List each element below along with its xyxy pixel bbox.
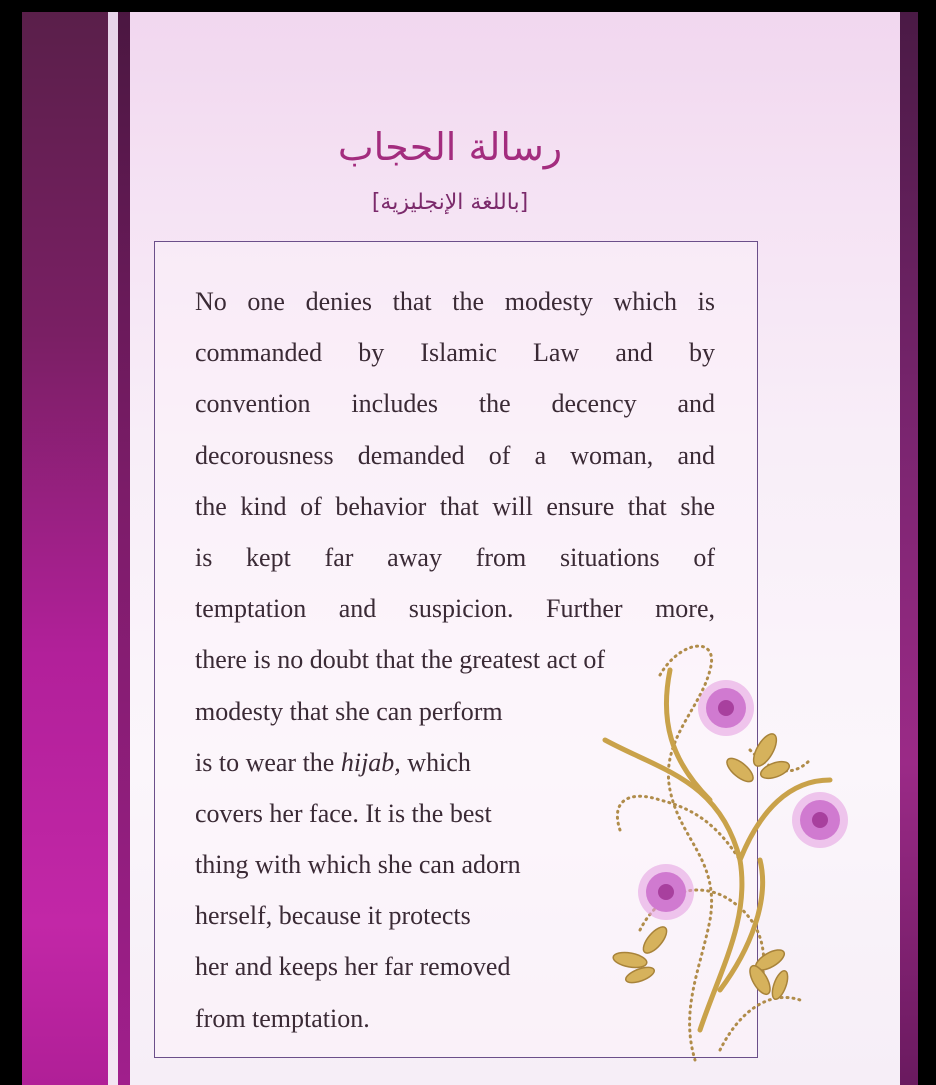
floral-ornament bbox=[600, 630, 860, 1070]
blurb-text-fragment: is to wear the bbox=[195, 747, 341, 777]
gold-leaves bbox=[612, 730, 791, 1001]
flower-icon bbox=[638, 864, 694, 920]
arabic-title: رسالة الحجاب bbox=[337, 125, 563, 169]
blurb-line: No one denies that the modesty which is bbox=[195, 287, 715, 316]
cover-edge bbox=[900, 12, 918, 1085]
blurb-line: from temptation. bbox=[195, 1003, 370, 1033]
spine-stripe bbox=[118, 12, 130, 1085]
blurb-line: covers her face. It is the best bbox=[195, 798, 492, 828]
blurb-line: thing with which she can adorn bbox=[195, 850, 521, 880]
flower-icon bbox=[792, 792, 848, 848]
blurb-line: modesty that she can perform bbox=[195, 696, 503, 726]
blurb-line: decorousness demanded of a woman, and bbox=[195, 440, 715, 470]
flower-icon bbox=[698, 680, 754, 736]
blurb-line: there is no doubt that the greatest act of bbox=[195, 645, 606, 675]
book-spine bbox=[22, 12, 108, 1085]
blurb-line: herself, because it protects bbox=[195, 901, 471, 931]
blurb-line: is kept far away from situations of bbox=[195, 542, 715, 572]
arabic-subtitle: [باللغة الإنجليزية] bbox=[371, 190, 529, 215]
blurb-line: convention includes the decency and bbox=[195, 389, 715, 419]
blurb-line: her and keeps her far removed bbox=[195, 952, 511, 982]
blurb-line: commanded by Islamic Law and by bbox=[195, 338, 715, 368]
blurb-line: temptation and suspicion. Further more, bbox=[195, 594, 715, 624]
spine-gap bbox=[108, 12, 118, 1085]
hijab-italic-word: hijab, bbox=[340, 747, 401, 777]
blurb-line: the kind of behavior that will ensure that she bbox=[195, 491, 715, 521]
blurb-text-fragment: which bbox=[400, 747, 471, 777]
